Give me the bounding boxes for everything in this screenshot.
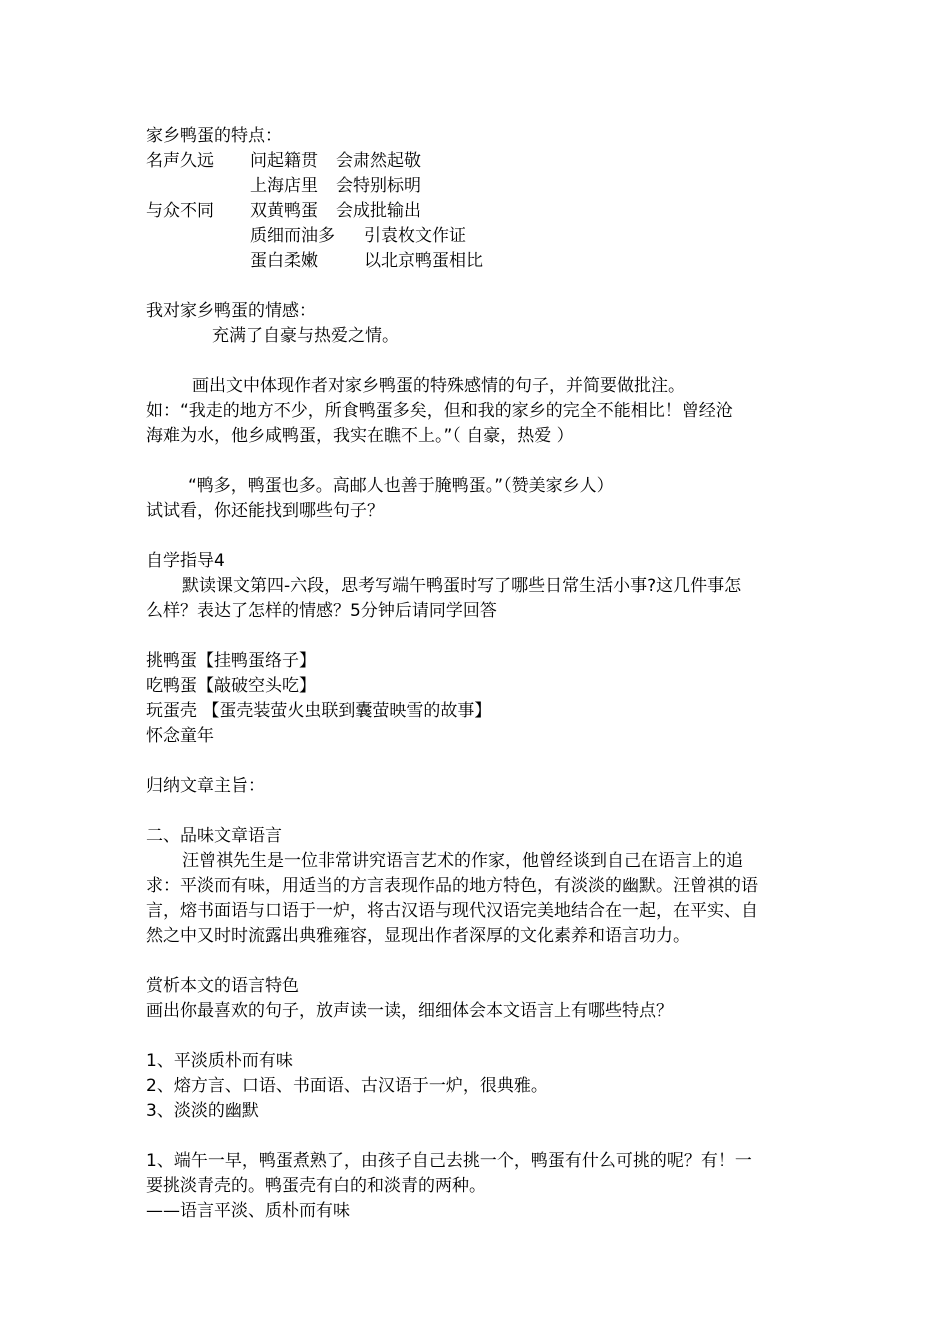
feature-item: 双黄鸭蛋 — [250, 201, 318, 221]
feature-item: 质细而油多 — [250, 226, 335, 246]
feature-label: 与众不同 — [146, 201, 214, 221]
feature-item: 问起籍贯 — [250, 151, 318, 171]
list-item: 挑鸭蛋【挂鸭蛋络子】 — [146, 651, 316, 671]
example-line: 1、端午一早，鸭蛋煮熟了，由孩子自己去挑一个，鸭蛋有什么可挑的呢？有！一 — [146, 1151, 752, 1171]
prompt-text: 画出你最喜欢的句子，放声读一读，细细体会本文语言上有哪些特点？ — [146, 1001, 673, 1021]
section-title-appreciation: 赏析本文的语言特色 — [146, 976, 299, 996]
example-note: ——语言平淡、质朴而有味 — [146, 1201, 350, 1221]
paragraph-line: 求：平淡而有味，用适当的方言表现作品的地方特色，有淡淡的幽默。汪曾祺的语 — [146, 876, 758, 896]
instruction-text: 画出文中体现作者对家乡鸭蛋的特殊感情的句子，并简要做批注。 — [192, 376, 685, 396]
section-title-guide: 自学指导4 — [146, 551, 225, 571]
feature-desc: 会特别标明 — [336, 176, 421, 196]
section-title-language: 二、品味文章语言 — [146, 826, 282, 846]
feature-item: 蛋白柔嫩 — [250, 251, 318, 271]
list-item: 吃鸭蛋【敲破空头吃】 — [146, 676, 316, 696]
point-item: 2、熔方言、口语、书面语、古汉语于一炉，很典雅。 — [146, 1076, 548, 1096]
example-line: 如：“我走的地方不少，所食鸭蛋多矣，但和我的家乡的完全不能相比！曾经沧 — [146, 401, 733, 421]
feature-desc: 以北京鸭蛋相比 — [364, 251, 483, 271]
feature-desc: 引袁枚文作证 — [364, 226, 466, 246]
example-line: “鸭多，鸭蛋也多。高邮人也善于腌鸭蛋。”（赞美家乡人） — [188, 476, 614, 496]
feature-desc: 会成批输出 — [336, 201, 421, 221]
prompt-text: 试试看，你还能找到哪些句子？ — [146, 501, 384, 521]
section-title-features: 家乡鸭蛋的特点： — [146, 126, 282, 146]
emotion-answer: 充满了自豪与热爱之情。 — [212, 326, 399, 346]
feature-desc: 会肃然起敬 — [336, 151, 421, 171]
feature-item: 上海店里 — [250, 176, 318, 196]
paragraph-line: 然之中又时时流露出典雅雍容，显现出作者深厚的文化素养和语言功力。 — [146, 926, 690, 946]
summary-prompt: 归纳文章主旨： — [146, 776, 265, 796]
point-item: 1、平淡质朴而有味 — [146, 1051, 293, 1071]
point-item: 3、淡淡的幽默 — [146, 1101, 259, 1121]
section-title-emotion: 我对家乡鸭蛋的情感： — [146, 301, 316, 321]
guide-text: 么样？表达了怎样的情感？5分钟后请同学回答 — [146, 601, 497, 621]
feature-label: 名声久远 — [146, 151, 214, 171]
example-line: 要挑淡青壳的。鸭蛋壳有白的和淡青的两种。 — [146, 1176, 486, 1196]
guide-text: 默读课文第四-六段，思考写端午鸭蛋时写了哪些日常生活小事?这几件事怎 — [182, 576, 742, 596]
paragraph-line: 言，熔书面语与口语于一炉，将古汉语与现代汉语完美地结合在一起，在平实、自 — [146, 901, 758, 921]
list-item: 玩蛋壳 【蛋壳装萤火虫联到囊萤映雪的故事】 — [146, 701, 492, 721]
list-item: 怀念童年 — [146, 726, 214, 746]
paragraph-line: 汪曾祺先生是一位非常讲究语言艺术的作家，他曾经谈到自己在语言上的追 — [182, 851, 743, 871]
example-line: 海难为水，他乡咸鸭蛋，我实在瞧不上。”（ 自豪，热爱 ） — [146, 426, 574, 446]
